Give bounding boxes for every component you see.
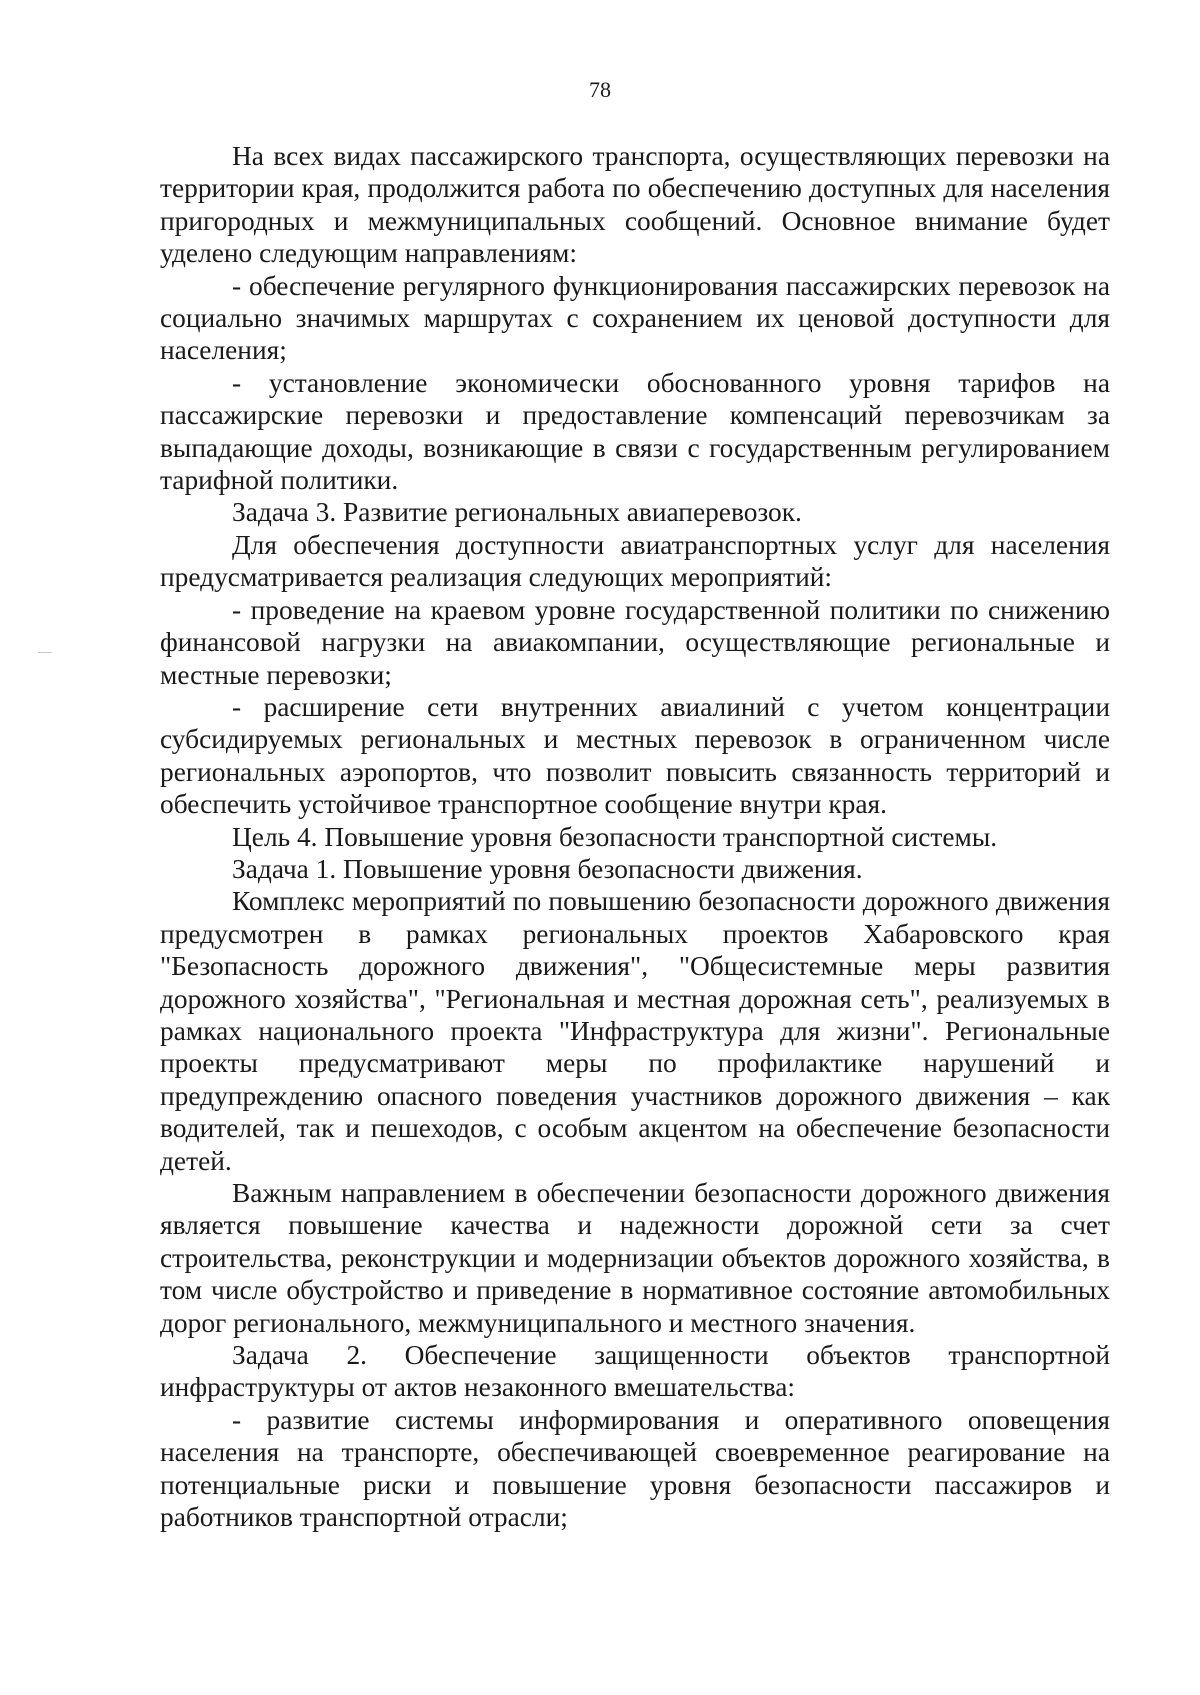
paragraph-goal-4-heading: Цель 4. Повышение уровня безопасности транспортной системы. xyxy=(232,821,998,852)
paragraph-task-3-heading: Задача 3. Развитие региональных авиаперевозок. xyxy=(232,497,802,528)
paragraph-airline-burden: - проведение на краевом уровне государственной политики по снижению финансовой нагрузки на авиакомпании, осуществляющие региональные и местные перевозки; xyxy=(160,594,1110,690)
scan-margin-mark xyxy=(38,652,52,653)
paragraph-airline-network: - расширение сети внутренних авиалиний с учетом концентрации субсидируемых региональных и местных перевозок в ограниченном числе региональных аэропортов, что позволит повысить связанность территорий и обеспечить устойчивое транспортное сообщение внутри края. xyxy=(160,691,1110,820)
paragraph-road-safety-projects: Комплекс мероприятий по повышению безопасности дорожного движения предусмотрен в рамках региональных проектов Хабаровского края "Безопасность дорожного движения", "Общесистемные меры развития дорожного хозяйства", "Региональная и местная дорожная сеть", реализуемых в рамках национального проекта "Инфраструктура для жизни". Региональные проекты предусматривают меры по профилактике нарушений и предупреждению опасного поведения участников дорожного движения – как водителей, так и пешеходов, с особым акцентом на обеспечение безопасности детей. xyxy=(160,886,1110,1176)
paragraph-information-system: - развитие системы информирования и оперативного оповещения населения на транспорте, обеспечивающей своевременное реагирование на потенциальные риски и повышение уровня безопасности пассажиров и работников транспортной отрасли; xyxy=(160,1404,1110,1533)
paragraph-passenger-transport: На всех видах пассажирского транспорта, осуществляющих перевозки на территории края, продолжится работа по обеспечению доступных для населения пригородных и межмуниципальных сообщений. Основное внимание будет уделено следующим направлениям: xyxy=(160,141,1110,269)
body-text xyxy=(160,140,1110,1533)
paragraph-regular-transport: - обеспечение регулярного функционирования пассажирских перевозок на социально значимых маршрутах с сохранением их ценовой доступности для населения; xyxy=(160,270,1110,366)
paragraph-tariffs: - установление экономически обоснованного уровня тарифов на пассажирские перевозки и предоставление компенсаций перевозчикам за выпадающие доходы, возникающие в связи с государственным регулированием тарифной политики. xyxy=(160,367,1110,496)
paragraph-task-1-heading: Задача 1. Повышение уровня безопасности движения. xyxy=(232,853,863,884)
paragraph-air-services: Для обеспечения доступности авиатранспортных услуг для населения предусматривается реализация следующих мероприятий: xyxy=(160,529,1110,593)
paragraph-road-network-quality: Важным направлением в обеспечении безопасности дорожного движения является повышение качества и надежности дорожной сети за счет строительства, реконструкции и модернизации объектов дорожного хозяйства, в том числе обустройство и приведение в нормативное состояние автомобильных дорог регионального, межмуниципального и местного значения. xyxy=(160,1178,1110,1338)
paragraph-task-2-heading: Задача 2. Обеспечение защищенности объектов транспортной инфраструктуры от актов незаконного вмешательства: xyxy=(160,1340,1110,1403)
page-number: 78 xyxy=(589,77,611,102)
